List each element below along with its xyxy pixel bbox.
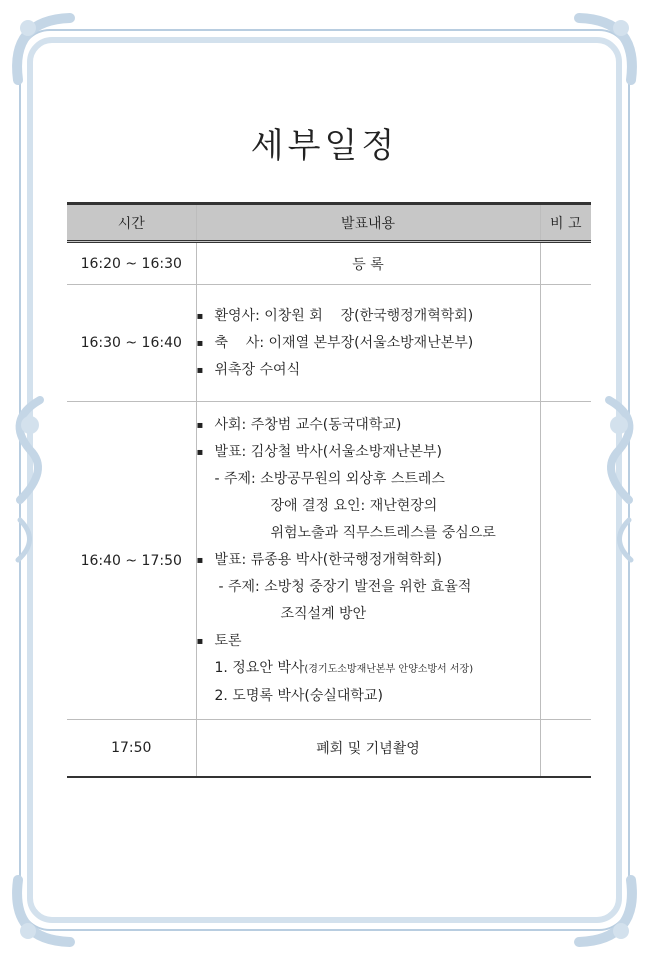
table-row xyxy=(67,720,591,777)
list-item: ▪ 사회: 주창범 교수(동국대학교) xyxy=(197,412,540,439)
bullet-icon: ▪ xyxy=(196,446,204,458)
list-item: 장애 결정 요인: 재난현장의 xyxy=(270,497,438,514)
list-item: 1. 정요안 박사(경기도소방재난본부 안양소방서 서장) xyxy=(214,659,474,676)
row-time: 16:40 ~ 17:50 xyxy=(67,402,196,720)
table-row xyxy=(67,242,591,285)
row-content: 등 록 xyxy=(196,242,540,285)
list-item: 조직설계 방안 xyxy=(280,605,367,622)
row-content: 폐회 및 기념촬영 xyxy=(196,720,540,777)
list-item: 위험노출과 직무스트레스를 중심으로 xyxy=(270,524,496,541)
table-header-row xyxy=(67,204,591,242)
header-time: 시간 xyxy=(67,204,196,242)
list-item: ▪ 발표: 김상철 박사(서울소방재난본부) xyxy=(197,439,540,466)
row-time: 17:50 xyxy=(67,720,196,777)
schedule-table xyxy=(67,202,591,778)
row-content xyxy=(196,285,540,402)
list-item: ▪ 토론 xyxy=(197,628,540,655)
header-content: 발표내용 xyxy=(196,204,540,242)
table-row xyxy=(67,285,591,402)
bullet-icon: ▪ xyxy=(196,337,204,349)
row-note xyxy=(540,285,591,402)
list-item: ▪ 축 사: 이재열 본부장(서울소방재난본부) xyxy=(197,330,540,357)
list-item: - 주제: 소방공무원의 외상후 스트레스 xyxy=(214,470,445,487)
list-item: ▪ 위촉장 수여식 xyxy=(197,357,540,384)
row-note xyxy=(540,402,591,720)
list-item: ▪ 환영사: 이창원 회 장(한국행정개혁학회) xyxy=(197,303,540,330)
header-note: 비 고 xyxy=(540,204,591,242)
row-time: 16:20 ~ 16:30 xyxy=(67,242,196,285)
list-item: - 주제: 소방청 중장기 발전을 위한 효율적 xyxy=(218,578,472,595)
bullet-icon: ▪ xyxy=(196,310,204,322)
row-content xyxy=(196,402,540,720)
bullet-icon: ▪ xyxy=(196,364,204,376)
row-note xyxy=(540,720,591,777)
table-row xyxy=(67,402,591,720)
list-item: 2. 도명록 박사(숭실대학교) xyxy=(214,687,383,704)
row-time: 16:30 ~ 16:40 xyxy=(67,285,196,402)
page-title: 세부일정 xyxy=(250,126,399,166)
row-note xyxy=(540,242,591,285)
bullet-icon: ▪ xyxy=(196,635,204,647)
list-item: ▪ 발표: 류종용 박사(한국행정개혁학회) xyxy=(197,547,540,574)
bullet-icon: ▪ xyxy=(196,554,204,566)
bullet-icon: ▪ xyxy=(196,419,204,431)
